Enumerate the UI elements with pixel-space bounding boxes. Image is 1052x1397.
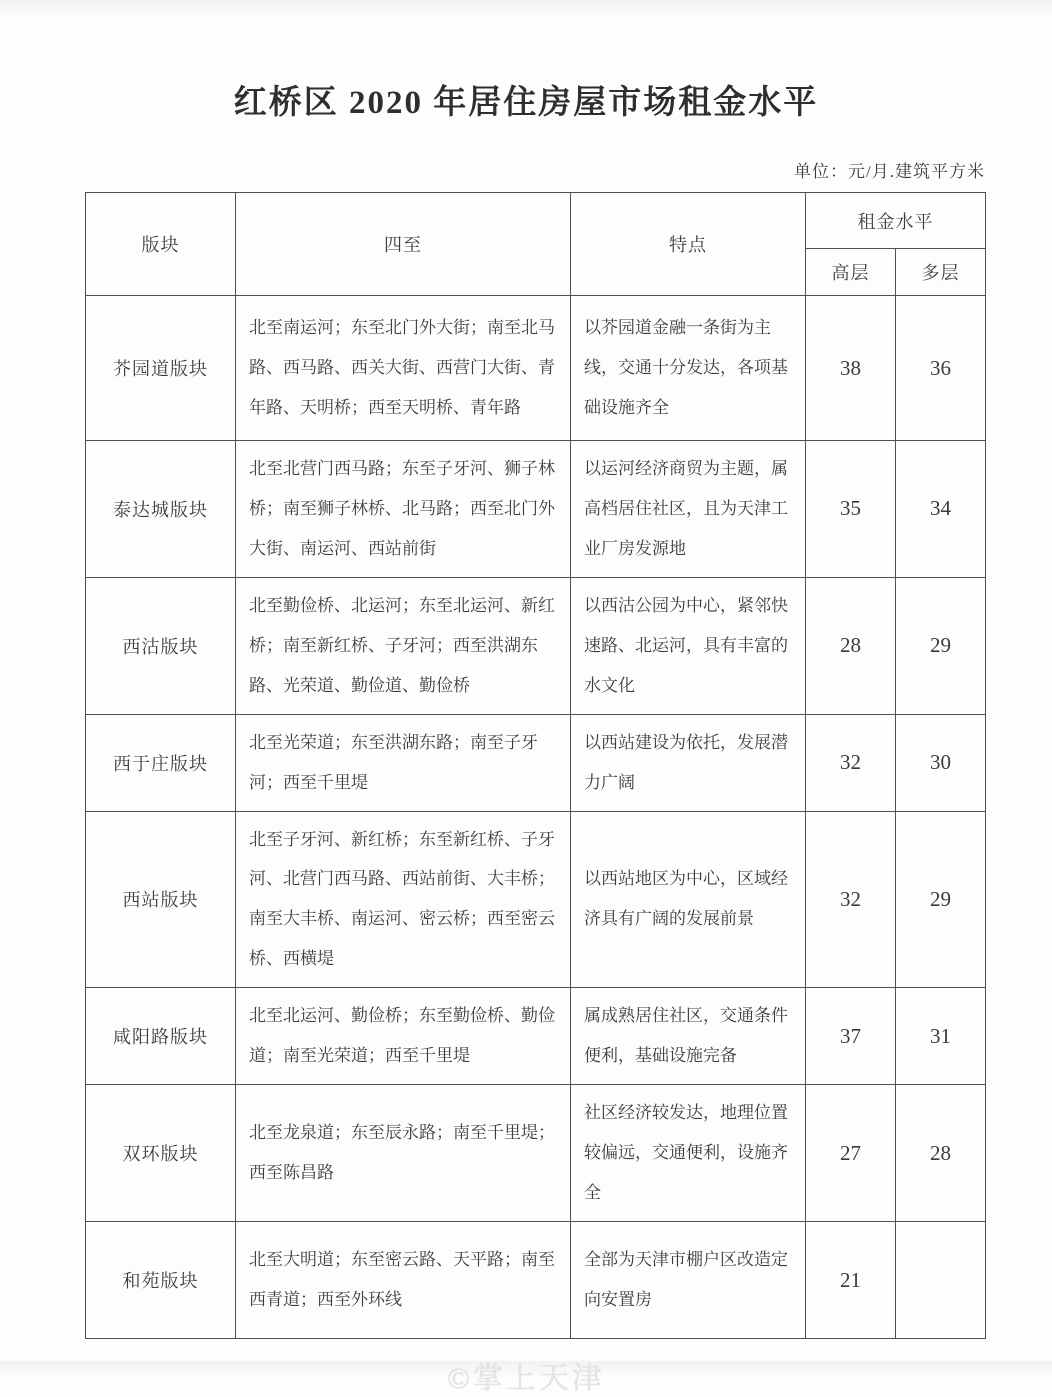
table-row [86, 811, 986, 988]
multi-story-value: 28 [896, 1085, 986, 1222]
features-text: 以西站地区为中心，区域经济具有广阔的发展前景 [571, 811, 806, 988]
table-row [86, 296, 986, 441]
header-block: 版块 [86, 193, 236, 296]
header-row-top [86, 193, 986, 249]
boundaries-text: 北至北运河、勤俭桥；东至勤俭桥、勤俭道；南至光荣道；西至千里堤 [236, 988, 571, 1085]
high-rise-value: 27 [806, 1085, 896, 1222]
high-rise-value: 38 [806, 296, 896, 441]
features-text: 属成熟居住社区，交通条件便利，基础设施完备 [571, 988, 806, 1085]
multi-story-value: 30 [896, 714, 986, 811]
header-high-rise: 高层 [806, 249, 896, 296]
features-text: 以芥园道金融一条街为主线，交通十分发达，各项基础设施齐全 [571, 296, 806, 441]
header-multi-story: 多层 [896, 249, 986, 296]
multi-story-value: 34 [896, 441, 986, 578]
boundaries-text: 北至光荣道；东至洪湖东路；南至子牙河；西至千里堤 [236, 714, 571, 811]
header-features: 特点 [571, 193, 806, 296]
block-name: 西站版块 [86, 811, 236, 988]
page-title: 红桥区 2020 年居住房屋市场租金水平 [233, 85, 819, 121]
table-row [86, 577, 986, 714]
block-name: 泰达城版块 [86, 441, 236, 578]
features-text: 以西站建设为依托，发展潜力广阔 [571, 714, 806, 811]
block-name: 和苑版块 [86, 1222, 236, 1339]
features-text: 以运河经济商贸为主题，属高档居住社区，且为天津工业厂房发源地 [571, 441, 806, 578]
high-rise-value: 37 [806, 988, 896, 1085]
multi-story-value: 29 [896, 577, 986, 714]
rent-table [85, 192, 986, 1339]
features-text: 社区经济较发达，地理位置较偏远，交通便利，设施齐全 [571, 1085, 806, 1222]
high-rise-value: 28 [806, 577, 896, 714]
header-rent-level: 租金水平 [806, 193, 986, 249]
high-rise-value: 32 [806, 811, 896, 988]
boundaries-text: 北至大明道；东至密云路、天平路；南至西青道；西至外环线 [236, 1222, 571, 1339]
features-text: 以西沽公园为中心，紧邻快速路、北运河，具有丰富的水文化 [571, 577, 806, 714]
multi-story-value: 31 [896, 988, 986, 1085]
multi-story-value [896, 1222, 986, 1339]
boundaries-text: 北至子牙河、新红桥；东至新红桥、子牙河、北营门西马路、西站前街、大丰桥；南至大丰桥、南运河、密云桥；西至密云桥、西横堤 [236, 811, 571, 988]
multi-story-value: 29 [896, 811, 986, 988]
unit-label: 单位：元/月.建筑平方米 [794, 162, 985, 181]
high-rise-value: 32 [806, 714, 896, 811]
table-row [86, 441, 986, 578]
boundaries-text: 北至南运河；东至北门外大街；南至北马路、西马路、西关大街、西营门大街、青年路、天明桥；西至天明桥、青年路 [236, 296, 571, 441]
multi-story-value: 36 [896, 296, 986, 441]
block-name: 西沽版块 [86, 577, 236, 714]
boundaries-text: 北至龙泉道；东至辰永路；南至千里堤；西至陈昌路 [236, 1085, 571, 1222]
block-name: 双环版块 [86, 1085, 236, 1222]
table-row [86, 714, 986, 811]
features-text: 全部为天津市棚户区改造定向安置房 [571, 1222, 806, 1339]
table-row [86, 1085, 986, 1222]
table-row [86, 1222, 986, 1339]
block-name: 芥园道版块 [86, 296, 236, 441]
block-name: 咸阳路版块 [86, 988, 236, 1085]
table-row [86, 988, 986, 1085]
watermark: ©掌上天津 [447, 1362, 605, 1396]
boundaries-text: 北至勤俭桥、北运河；东至北运河、新红桥；南至新红桥、子牙河；西至洪湖东路、光荣道、勤俭道、勤俭桥 [236, 577, 571, 714]
high-rise-value: 35 [806, 441, 896, 578]
block-name: 西于庄版块 [86, 714, 236, 811]
high-rise-value: 21 [806, 1222, 896, 1339]
header-boundaries: 四至 [236, 193, 571, 296]
boundaries-text: 北至北营门西马路；东至子牙河、狮子林桥；南至狮子林桥、北马路；西至北门外大街、南运河、西站前街 [236, 441, 571, 578]
